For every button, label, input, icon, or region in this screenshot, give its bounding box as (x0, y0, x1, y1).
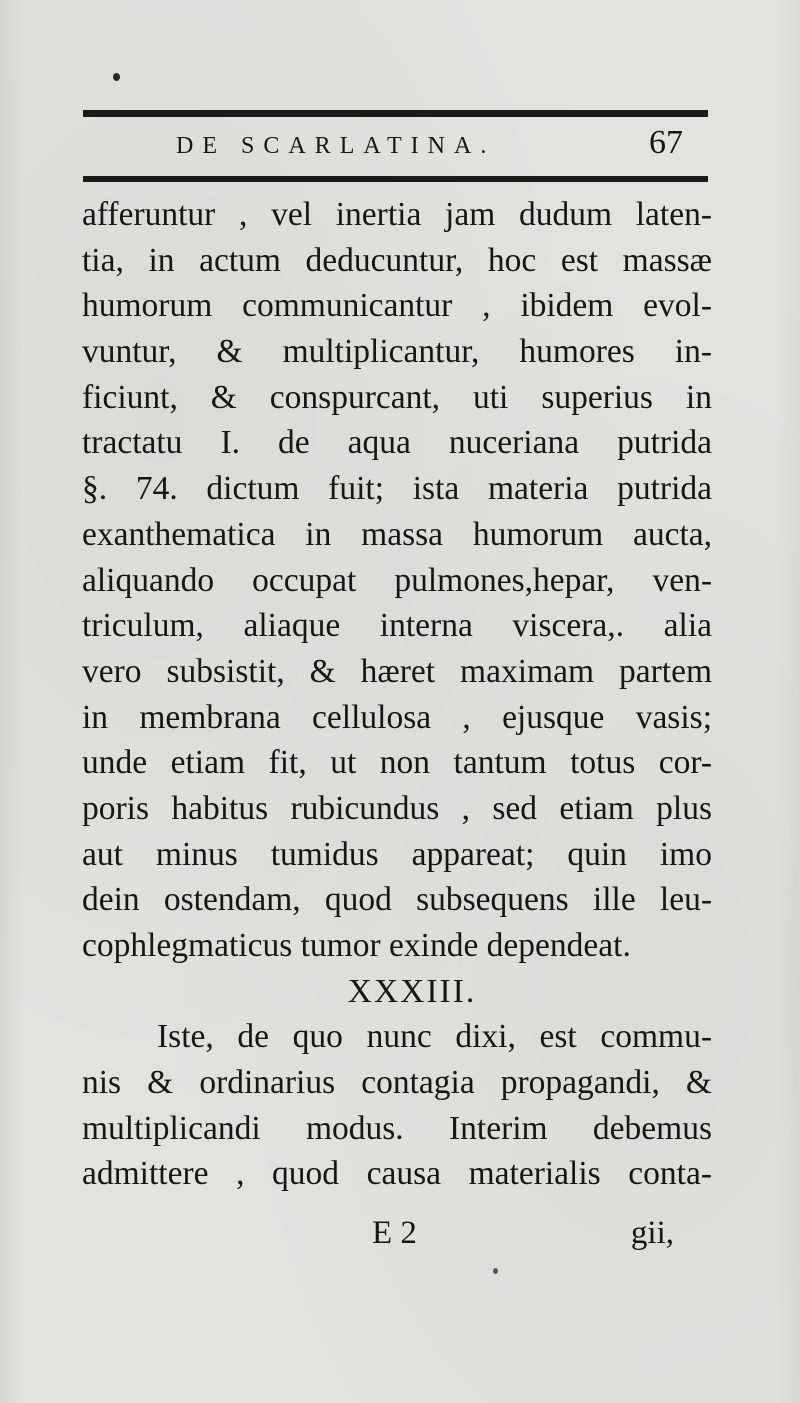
text-line: admittere , quod causa materialis conta- (82, 1155, 712, 1193)
ink-speck (113, 73, 120, 81)
text-line: Iste, de quo nunc dixi, est commu- (157, 1018, 712, 1056)
header-rule-bottom (83, 176, 708, 182)
text-line: aut minus tumidus appareat; quin imo (82, 835, 712, 873)
header-rule-top (83, 110, 708, 117)
text-line: dein ostendam, quod subsequens ille leu- (82, 881, 712, 919)
text-line: afferuntur , vel inertia jam dudum laten- (82, 196, 712, 233)
catchword: gii, (630, 1215, 674, 1251)
running-head-title: DE SCARLATINA. (176, 133, 496, 159)
text-line: vuntur, & multiplicantur, humores in- (82, 333, 712, 371)
text-line: triculum, aliaque interna viscera,. alia (82, 607, 712, 645)
signature-mark: E 2 (372, 1215, 417, 1251)
ink-speck (493, 1268, 498, 1274)
text-line: nis & ordinarius contagia propagandi, & (82, 1064, 712, 1102)
text-line: tractatu I. de aqua nuceriana putrida (82, 424, 712, 462)
text-line: vero subsistit, & hæret maximam partem (82, 652, 712, 690)
text-line: tia, in actum deducuntur, hoc est massæ (82, 241, 712, 279)
page-number: 67 (649, 124, 683, 161)
text-line: ficiunt, & conspurcant, uti superius in (82, 378, 712, 416)
text-line: in membrana cellulosa , ejusque vasis; (82, 698, 712, 736)
text-line: aliquando occupat pulmones,hepar, ven- (82, 561, 712, 599)
body-text (82, 192, 712, 1197)
text-line: multiplicandi modus. Interim debemus (82, 1109, 712, 1147)
running-head (83, 124, 708, 168)
text-line: §. 74. dictum fuit; ista materia putrida (82, 470, 712, 508)
text-line: unde etiam fit, ut non tantum totus cor- (82, 744, 712, 782)
section-heading: XXXIII. (347, 972, 477, 1010)
text-line: humorum communicantur , ibidem evol- (82, 287, 712, 325)
page-footer (82, 1215, 712, 1260)
text-line: cophlegmaticus tumor exinde dependeat. (82, 927, 631, 964)
text-line: exanthematica in massa humorum aucta, (82, 515, 712, 553)
text-line: poris habitus rubicundus , sed etiam plus (82, 789, 712, 827)
